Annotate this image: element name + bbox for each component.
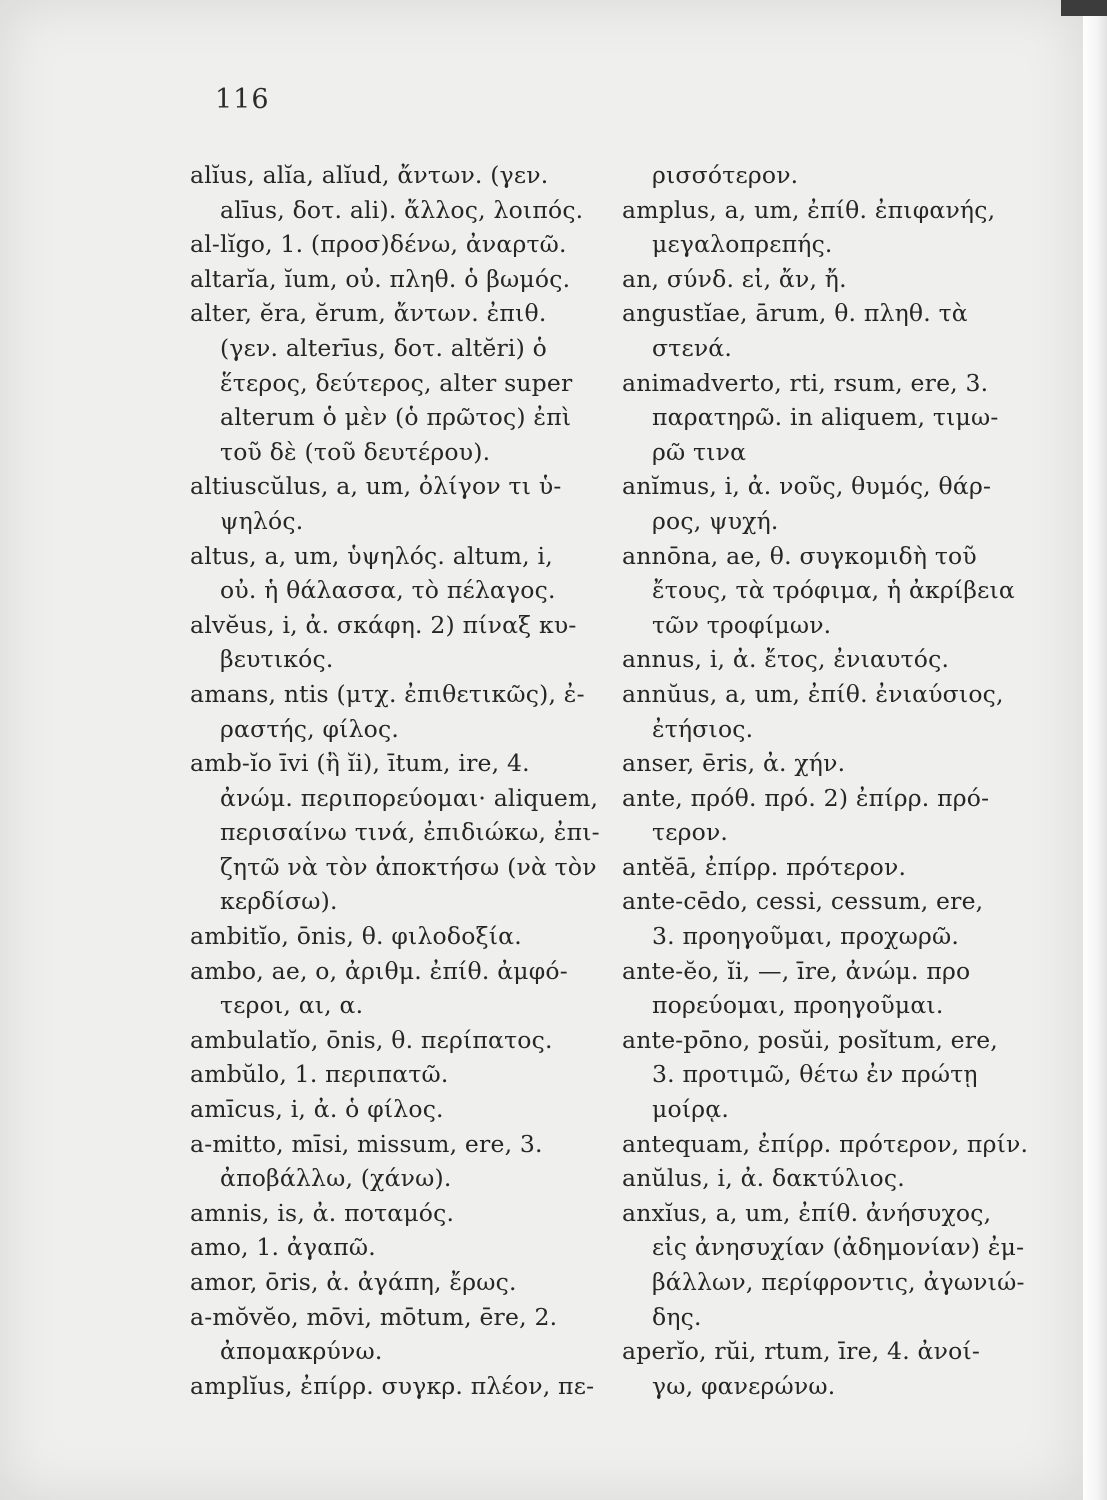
entry-line: δης.: [652, 1302, 702, 1331]
entry-line: amb-ĭo īvi (ἢ ĭi), ītum, ire, 4.: [190, 749, 530, 778]
dictionary-entry: [190, 158, 600, 227]
entry-line: annōna, ae, θ. συγκομιδὴ τοῦ: [622, 541, 977, 570]
dictionary-entry: [190, 539, 600, 608]
dictionary-entry: [190, 919, 600, 954]
entry-line: γω, φανερώνω.: [652, 1371, 836, 1400]
entry-line: μεγαλοπρεπής.: [652, 230, 833, 259]
entry-line: amnis, is, ἀ. ποταμός.: [190, 1198, 455, 1227]
entry-line: animadverto, rti, rsum, ere, 3.: [622, 368, 989, 397]
dictionary-entry: [190, 227, 600, 262]
entry-line: πορεύομαι, προηγοῦμαι.: [652, 991, 944, 1020]
dictionary-entry: [622, 677, 1040, 746]
entry-line: a-mŏvĕo, mōvi, mōtum, ēre, 2.: [190, 1302, 558, 1331]
dictionary-entry: [190, 1369, 600, 1404]
entry-line: βάλλων, περίφροντις, ἀγωνιώ-: [652, 1268, 1025, 1296]
dictionary-entry: [190, 296, 600, 469]
entry-line: 3. προηγοῦμαι, προχωρῶ.: [652, 922, 960, 951]
entry-line: a-mitto, mīsi, missum, ere, 3.: [190, 1129, 543, 1158]
entry-line: περισαίνω τινά, ἐπιδιώκω, ἐπι-: [220, 818, 600, 847]
entry-line: τῶν τροφίμων.: [652, 610, 832, 639]
entry-line: ρῶ τινα: [652, 437, 747, 466]
entry-line: βευτικός.: [220, 645, 334, 674]
dictionary-entry: [622, 850, 1040, 885]
dictionary-entry: [622, 954, 1040, 1023]
entry-line: ἔτους, τὰ τρόφιμα, ἡ ἀκρίβεια: [652, 576, 1015, 605]
entry-line: altiuscŭlus, a, um, ὀλίγον τι ὑ-: [190, 472, 562, 501]
dictionary-entry: [190, 1127, 600, 1196]
entry-line: ambo, ae, o, ἀριθμ. ἐπίθ. ἀμφό-: [190, 956, 568, 985]
entry-line: ambulatĭo, ōnis, θ. περίπατος.: [190, 1025, 553, 1054]
entry-line: amans, ntis (μτχ. ἐπιθετικῶς), ἐ-: [190, 679, 585, 708]
dictionary-entry: [190, 746, 600, 919]
entry-line: τεροι, αι, α.: [220, 991, 364, 1020]
dictionary-entry: [622, 158, 1040, 193]
dictionary-entry: [190, 1092, 600, 1127]
entry-line: aperĭo, rŭi, rtum, īre, 4. ἀνοί-: [622, 1337, 981, 1366]
entry-line: amīcus, i, ἀ. ὁ φίλος.: [190, 1095, 444, 1124]
entry-line: anŭlus, i, ἀ. δακτύλιος.: [622, 1164, 905, 1193]
entry-line: al-lĭgo, 1. (προσ)δένω, ἀναρτῶ.: [190, 230, 567, 259]
dictionary-entry: [190, 1265, 600, 1300]
dictionary-entry: [622, 781, 1040, 850]
dictionary-entry: [622, 262, 1040, 297]
entry-line: ante-cēdo, cessi, cessum, ere,: [622, 887, 984, 916]
entry-line: alīus, δοτ. ali). ἄλλος, λοιπός.: [220, 195, 584, 224]
dictionary-entry: [190, 469, 600, 538]
dictionary-entry: [190, 677, 600, 746]
dictionary-entry: [622, 642, 1040, 677]
entry-line: 3. προτιμῶ, θέτω ἐν πρώτῃ: [652, 1060, 978, 1089]
entry-line: antĕā, ἐπίρρ. πρότερον.: [622, 852, 907, 881]
dictionary-entry: [622, 1023, 1040, 1127]
entry-line: ἐτήσιος.: [652, 714, 754, 743]
entry-line: τοῦ δὲ (τοῦ δευτέρου).: [220, 437, 491, 466]
entry-line: παρατηρῶ. in aliquem, τιμω-: [652, 403, 999, 432]
entry-line: ambŭlo, 1. περιπατῶ.: [190, 1060, 449, 1089]
dictionary-entry: [190, 1300, 600, 1369]
page-edge: [1083, 0, 1107, 1500]
dictionary-entry: [622, 1334, 1040, 1403]
dictionary-entry: [622, 366, 1040, 470]
entry-line: ἀποβάλλω, (χάνω).: [220, 1164, 452, 1193]
entry-line: κερδίσω).: [220, 887, 338, 916]
entry-line: amo, 1. ἀγαπῶ.: [190, 1233, 376, 1262]
entry-line: ante-pōno, posŭi, posĭtum, ere,: [622, 1025, 998, 1054]
dictionary-entry: [622, 539, 1040, 643]
entry-line: alvĕus, i, ἀ. σκάφη. 2) πίναξ κυ-: [190, 610, 577, 639]
entry-line: ante, πρόθ. πρό. 2) ἐπίρρ. πρό-: [622, 783, 990, 812]
entry-line: ψηλός.: [220, 506, 304, 535]
entry-line: ante-ĕo, ĭi, —, īre, ἀνώμ. προ: [622, 956, 971, 985]
entry-line: angustĭae, ārum, θ. πληθ. τὰ: [622, 299, 968, 328]
entry-line: anxĭus, a, um, ἐπίθ. ἀνήσυχος,: [622, 1198, 992, 1227]
entry-line: alter, ĕra, ĕrum, ἄντων. ἐπιθ.: [190, 299, 547, 328]
dictionary-entry: [622, 193, 1040, 262]
dictionary-entry: [622, 296, 1040, 365]
dictionary-entry: [190, 608, 600, 677]
entry-line: εἰς ἀνησυχίαν (ἀδημονίαν) ἐμ-: [652, 1233, 1025, 1262]
dictionary-column-left: [190, 158, 600, 1403]
entry-line: annus, i, ἀ. ἔτος, ἐνιαυτός.: [622, 645, 950, 674]
dictionary-entry: [622, 1196, 1040, 1334]
entry-line: ἀνώμ. περιπορεύομαι· aliquem,: [220, 783, 599, 812]
dictionary-entry: [190, 1023, 600, 1058]
dictionary-entry: [622, 469, 1040, 538]
page-number: 116: [215, 84, 270, 115]
dictionary-entry: [622, 1161, 1040, 1196]
entry-line: altus, a, um, ὑψηλός. altum, i,: [190, 541, 553, 570]
entry-line: ζητῶ νὰ τὸν ἀποκτήσω (νὰ τὸν: [220, 852, 597, 881]
dictionary-entry: [622, 1127, 1040, 1162]
dictionary-entry: [190, 954, 600, 1023]
entry-line: ρος, ψυχή.: [652, 506, 779, 535]
entry-line: τερον.: [652, 818, 729, 847]
entry-line: annŭus, a, um, ἐπίθ. ἐνιαύσιος,: [622, 679, 1004, 708]
scan-corner-mark: [1061, 0, 1107, 16]
dictionary-entry: [622, 746, 1040, 781]
entry-line: μοίρᾳ.: [652, 1095, 729, 1124]
entry-line: amplus, a, um, ἐπίθ. ἐπιφανής,: [622, 195, 996, 224]
dictionary-entry: [190, 1230, 600, 1265]
dictionary-entry: [190, 1196, 600, 1231]
entry-line: anser, ēris, ἀ. χήν.: [622, 749, 846, 778]
dictionary-entry: [622, 884, 1040, 953]
dictionary-entry: [190, 1057, 600, 1092]
dictionary-column-right: [622, 158, 1040, 1403]
dictionary-entry: [190, 262, 600, 297]
entry-line: ραστής, φίλος.: [220, 714, 400, 743]
entry-line: an, σύνδ. εἰ, ἄν, ἤ.: [622, 264, 847, 293]
entry-line: ἀπομακρύνω.: [220, 1337, 383, 1366]
entry-line: στενά.: [652, 333, 733, 362]
entry-line: amplĭus, ἐπίρρ. συγκρ. πλέον, πε-: [190, 1371, 595, 1400]
entry-line: anĭmus, i, ἀ. νοῦς, θυμός, θάρ-: [622, 472, 992, 501]
entry-line: ἕτερος, δεύτερος, alter super: [220, 368, 573, 397]
entry-line: antequam, ἐπίρρ. πρότερον, πρίν.: [622, 1129, 1029, 1158]
entry-line: ambitĭo, ōnis, θ. φιλοδοξία.: [190, 922, 522, 951]
entry-line: ρισσότερον.: [652, 161, 799, 189]
entry-line: amor, ōris, ἀ. ἀγάπη, ἔρως.: [190, 1268, 517, 1296]
entry-line: (γεν. alterīus, δοτ. altĕri) ὁ: [220, 333, 548, 362]
entry-line: οὐ. ἡ θάλασσα, τὸ πέλαγος.: [220, 576, 556, 605]
entry-line: alterum ὁ μὲν (ὁ πρῶτος) ἐπὶ: [220, 403, 572, 432]
entry-line: altarĭa, ĭum, οὐ. πληθ. ὁ βωμός.: [190, 264, 571, 293]
entry-line: alĭus, alĭa, alĭud, ἄντων. (γεν.: [190, 161, 549, 189]
